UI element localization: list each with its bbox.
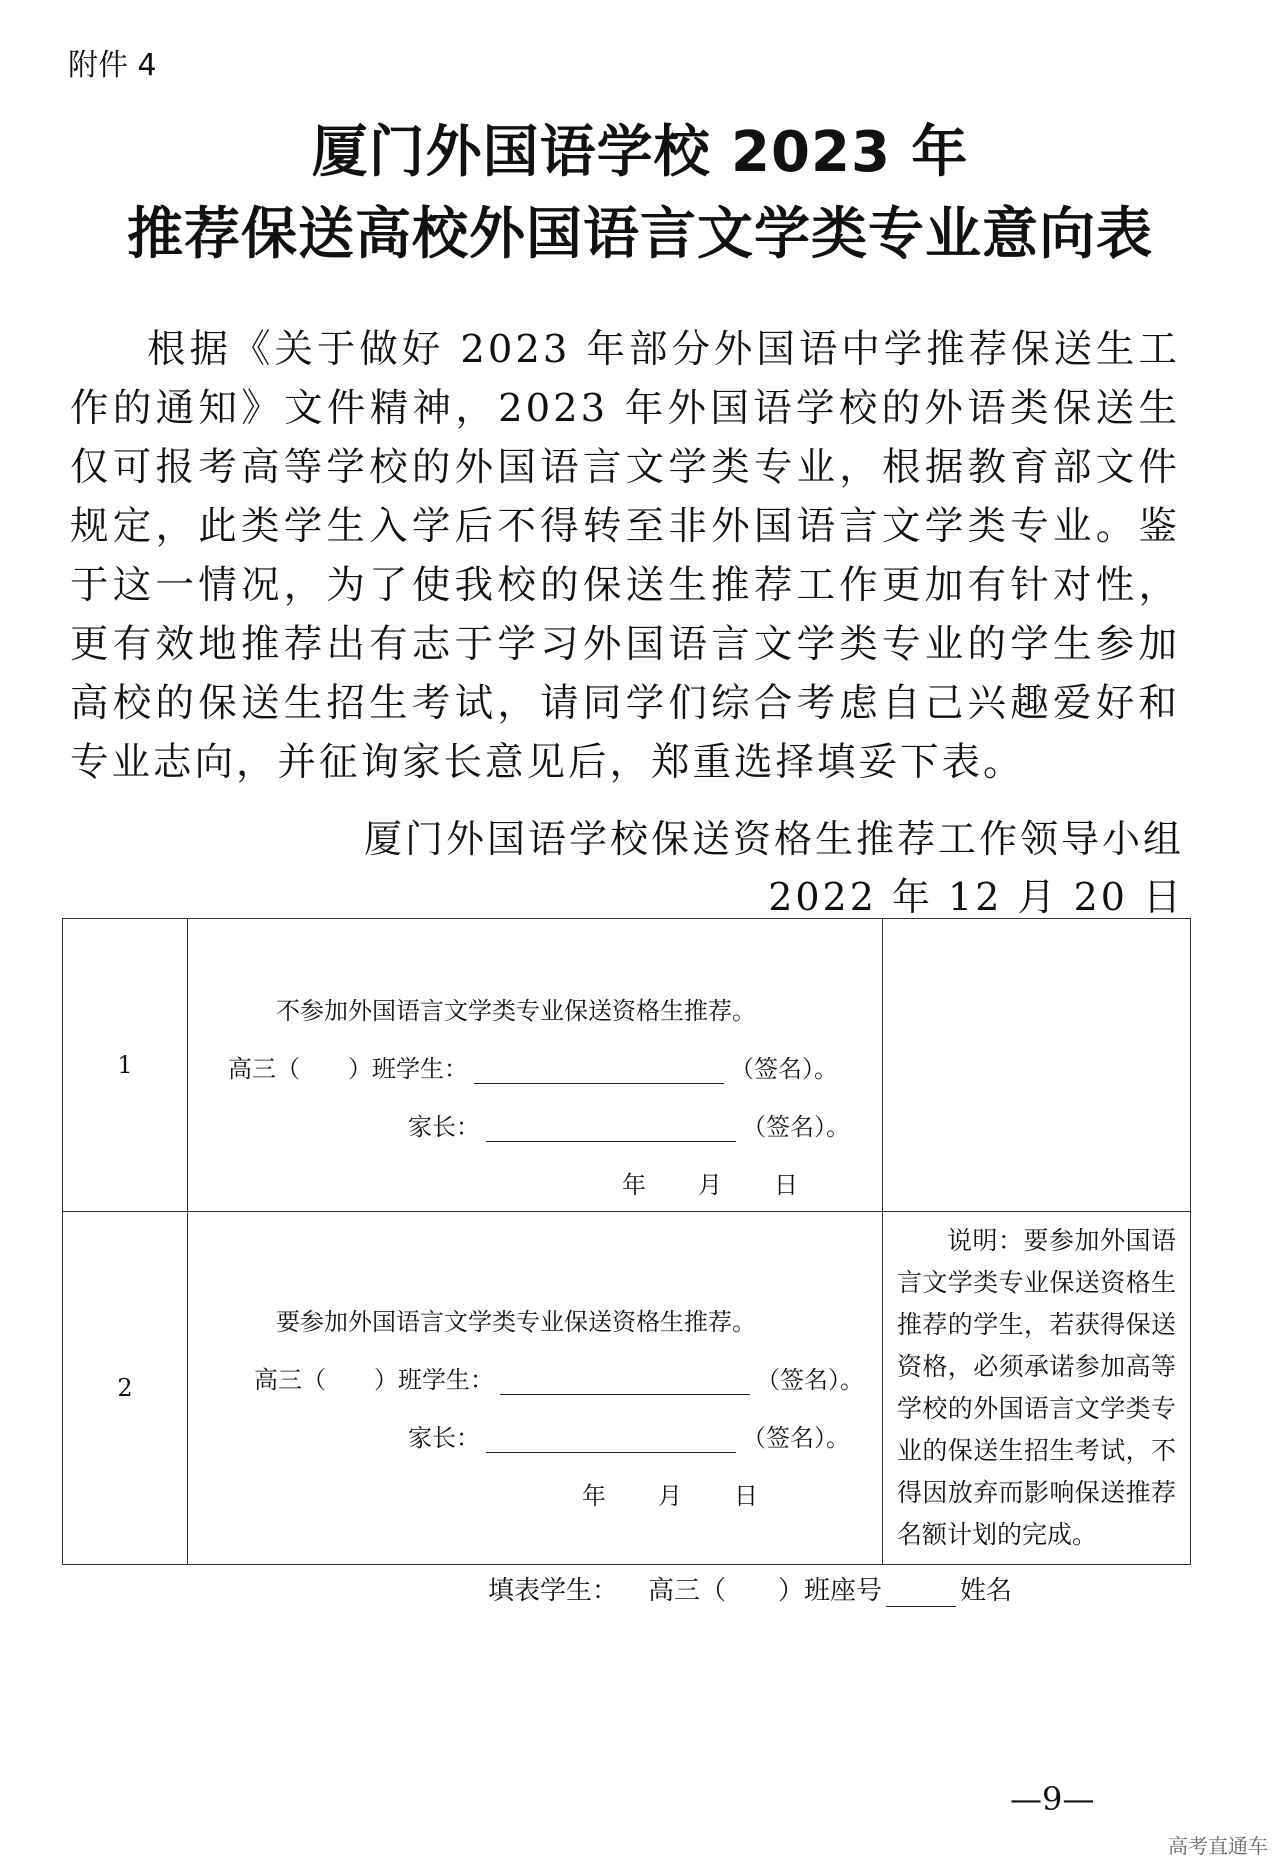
parent-signature-field[interactable] <box>486 1117 736 1142</box>
option-cell <box>188 1212 883 1565</box>
option-cell <box>188 919 883 1212</box>
date-year: 年 <box>622 1171 646 1199</box>
note-cell: 说明：要参加外国语言文学类专业保送资格生推荐的学生，若获得保送资格，必须承诺参加高等学校的外国语言文学类专业的保送生招生考试，不得因放弃而影响保送推荐名额计划的完成。 <box>883 1212 1191 1565</box>
option-statement: 不参加外国语言文学类专业保送资格生推荐。 <box>276 997 756 1025</box>
student-sign-suffix: （签名）。 <box>730 1055 838 1083</box>
date-year: 年 <box>582 1482 606 1510</box>
date-line <box>582 1476 758 1511</box>
parent-label: 家长： <box>408 1113 480 1141</box>
date-line <box>622 1165 798 1200</box>
row-number: 2 <box>63 1212 188 1565</box>
attachment-label: 附件 4 <box>68 48 157 83</box>
footer-name: 姓名 <box>960 1576 1013 1606</box>
parent-sign-line <box>408 1418 850 1453</box>
page-title-line1: 厦门外国语学校 2023 年 <box>311 120 969 185</box>
date-day: 日 <box>734 1482 758 1510</box>
date-day: 日 <box>774 1171 798 1199</box>
student-sign-suffix: （签名）。 <box>756 1366 864 1394</box>
parent-label: 家长： <box>408 1424 480 1452</box>
student-sign-line <box>254 1360 864 1395</box>
date-month: 月 <box>658 1482 682 1510</box>
parent-sign-line <box>408 1107 850 1142</box>
table-row <box>63 1212 1191 1565</box>
intent-form-table <box>62 918 1191 1565</box>
parent-sign-suffix: （签名）。 <box>742 1113 850 1141</box>
footer-fill-line <box>488 1570 1012 1607</box>
watermark: 高考直通车 <box>1168 1834 1268 1858</box>
page-title-line2: 推荐保送高校外国语言文学类专业意向表 <box>127 202 1153 267</box>
parent-signature-field[interactable] <box>486 1428 736 1453</box>
parent-sign-suffix: （签名）。 <box>742 1424 850 1452</box>
date-month: 月 <box>698 1171 722 1199</box>
body-paragraph: 根据《关于做好 2023 年部分外国语中学推荐保送生工作的通知》文件精神，2023 年外国语学校的外语类保送生仅可报考高等学校的外国语言文学类专业，根据教育部文件规定，此类学生入学后不得转至非外国语言文学类专业。鉴于这一情况，为了使我校的保送生推荐工作更加有针对性，更有效地推荐出有志于学习外国语言文学类专业的学生参加高校的保送生招生考试，请同学们综合考虑自己兴趣爱好和专业志向，并征询家长意见后，郑重选择填妥下表。 <box>70 327 1180 785</box>
seat-number-field[interactable] <box>886 1584 956 1607</box>
signature-date: 2022 年 12 月 20 日 <box>768 875 1184 919</box>
student-label: 高三（ ）班学生： <box>228 1055 468 1083</box>
student-label: 高三（ ）班学生： <box>254 1366 494 1394</box>
note-cell <box>883 919 1191 1212</box>
student-sign-line <box>228 1049 838 1084</box>
footer-label: 填表学生： <box>488 1576 619 1606</box>
student-signature-field[interactable] <box>500 1370 750 1395</box>
student-signature-field[interactable] <box>474 1059 724 1084</box>
row-number: 1 <box>63 919 188 1212</box>
signature-org: 厦门外国语学校保送资格生推荐工作领导小组 <box>363 817 1184 861</box>
footer-class: 高三（ ）班座号 <box>648 1576 883 1606</box>
table-row <box>63 919 1191 1212</box>
option-statement: 要参加外国语言文学类专业保送资格生推荐。 <box>276 1308 756 1336</box>
page-number: —9— <box>1010 1780 1095 1818</box>
